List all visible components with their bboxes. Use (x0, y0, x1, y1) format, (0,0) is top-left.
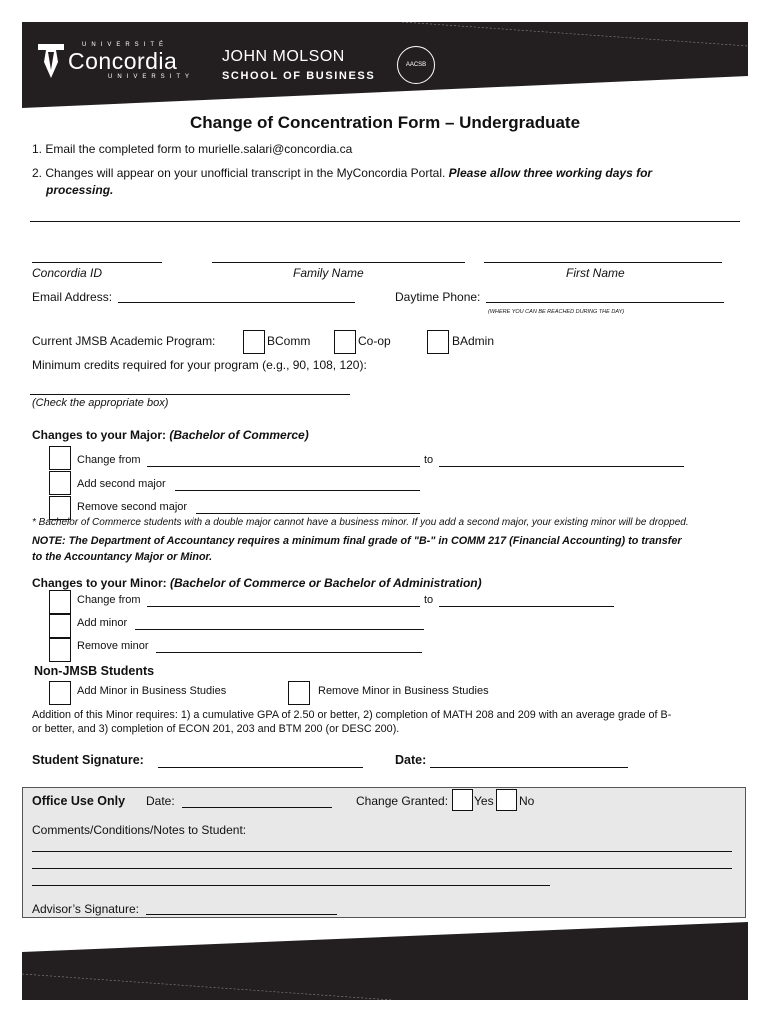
concordia-id-label: Concordia ID (32, 266, 103, 280)
signature-date-label: Date: (395, 753, 427, 767)
accountancy-note-a: NOTE: The Department of Accountancy requires a minimum final grade of "B-" in COMM 217 (Financial Accounting) to transfer (32, 535, 682, 547)
office-use-heading: Office Use Only (32, 794, 126, 808)
non-jmsb-heading: Non-JMSB Students (34, 664, 155, 678)
comments-line-1[interactable] (32, 851, 732, 852)
instruction-step-1: 1. Email the completed form to murielle.salari@concordia.ca (32, 142, 353, 156)
student-signature-line[interactable] (158, 767, 363, 768)
major-change-from-line[interactable] (147, 466, 420, 467)
logo-concordia: Concordia (68, 48, 178, 74)
remove-business-minor-checkbox[interactable] (288, 681, 310, 705)
bcomm-label: BComm (267, 334, 311, 348)
check-box-note: (Check the appropriate box) (32, 397, 169, 409)
aacsb-text: AACSB (405, 62, 427, 68)
phone-note: (WHERE YOU CAN BE REACHED DURING THE DAY) (488, 309, 625, 315)
email-line[interactable] (118, 302, 355, 303)
major-change-from-label: Change from (77, 454, 141, 466)
email-label: Email Address: (32, 290, 113, 304)
aacsb-seal (397, 46, 435, 84)
phone-line[interactable] (486, 302, 724, 303)
major-to-line[interactable] (439, 466, 684, 467)
add-minor-label: Add minor (77, 617, 128, 629)
major-heading-italic: (Bachelor of Commerce) (169, 428, 309, 442)
major-footnote: * Bachelor of Commerce students with a double major cannot have a business minor. If you add a second major, your existing minor will be dropped. (32, 517, 689, 528)
section-divider (30, 220, 740, 222)
badmin-checkbox[interactable] (427, 330, 449, 354)
remove-minor-checkbox[interactable] (49, 638, 71, 662)
remove-business-minor-label: Remove Minor in Business Studies (318, 685, 489, 697)
first-name-label: First Name (566, 266, 625, 280)
minor-change-from-line[interactable] (147, 606, 420, 607)
change-granted-label: Change Granted: (356, 794, 449, 808)
minor-change-from-label: Change from (77, 594, 141, 606)
add-business-minor-checkbox[interactable] (49, 681, 71, 705)
minor-change-checkbox[interactable] (49, 590, 71, 614)
major-heading (32, 428, 309, 442)
remove-second-major-line[interactable] (196, 513, 420, 514)
min-credits-label: Minimum credits required for your program (e.g., 90, 108, 120): (32, 358, 367, 372)
instruction-step-2 (32, 166, 652, 180)
logo-school-of-business: SCHOOL OF BUSINESS (222, 70, 376, 82)
add-business-minor-label: Add Minor in Business Studies (77, 685, 227, 697)
logo-university: UNIVERSITY (108, 74, 195, 80)
remove-second-major-label: Remove second major (77, 501, 188, 513)
granted-yes-label: Yes (474, 794, 494, 808)
add-minor-checkbox[interactable] (49, 614, 71, 638)
granted-yes-checkbox[interactable] (452, 789, 473, 811)
instruction-step-2-italic: Please allow three working days for (448, 166, 653, 180)
granted-no-checkbox[interactable] (496, 789, 517, 811)
instruction-step-2-text: 2. Changes will appear on your unofficial transcript in the MyConcordia Portal. (32, 166, 446, 180)
add-second-major-label: Add second major (77, 478, 166, 490)
advisor-signature-label: Advisor’s Signature: (32, 902, 139, 916)
credits-line[interactable] (30, 393, 350, 395)
badmin-label: BAdmin (452, 334, 495, 348)
minor-requirement-b: or better, and 3) completion of ECON 201, 203 and BTM 200 (or DESC 200). (32, 723, 400, 735)
add-minor-line[interactable] (135, 629, 424, 630)
advisor-signature-line[interactable] (146, 914, 337, 915)
minor-heading-bold: Changes to your Minor: (32, 576, 167, 590)
granted-no-label: No (519, 794, 535, 808)
major-heading-bold: Changes to your Major: (32, 428, 167, 442)
first-name-line[interactable] (484, 262, 722, 263)
signature-date-line[interactable] (430, 767, 628, 768)
coop-checkbox[interactable] (334, 330, 356, 354)
logo-universite: UNIVERSITÉ (82, 42, 169, 48)
minor-requirement-a: Addition of this Minor requires: 1) a cumulative GPA of 2.50 or better, 2) completion of MATH 208 and 209 with an average grade of B- (32, 709, 672, 721)
minor-heading-italic: (Bachelor of Commerce or Bachelor of Administration) (170, 576, 482, 590)
add-second-major-checkbox[interactable] (49, 471, 71, 495)
concordia-id-line[interactable] (32, 262, 162, 263)
coop-label: Co-op (358, 334, 391, 348)
page-title: Change of Concentration Form – Undergraduate (189, 113, 581, 132)
footer-banner (22, 922, 748, 1000)
comments-line-3[interactable] (32, 885, 550, 886)
current-program-label: Current JMSB Academic Program: (32, 334, 216, 348)
accountancy-note-b: to the Accountancy Major or Minor. (32, 551, 213, 563)
add-second-major-line[interactable] (175, 490, 420, 491)
minor-to-label: to (424, 594, 434, 606)
family-name-label: Family Name (293, 266, 364, 280)
major-to-label: to (424, 454, 434, 466)
bcomm-checkbox[interactable] (243, 330, 265, 354)
minor-heading (32, 576, 482, 590)
comments-label: Comments/Conditions/Notes to Student: (32, 823, 247, 837)
student-signature-label: Student Signature: (32, 753, 144, 767)
comments-line-2[interactable] (32, 868, 732, 869)
concordia-shield-icon (36, 42, 66, 80)
logo-john-molson: JOHN MOLSON (222, 48, 345, 65)
office-date-label: Date: (146, 794, 175, 808)
major-change-checkbox[interactable] (49, 446, 71, 470)
minor-to-line[interactable] (439, 606, 614, 607)
phone-label: Daytime Phone: (395, 290, 481, 304)
office-date-line[interactable] (182, 807, 332, 808)
instruction-step-2-italic-cont: processing. (46, 183, 114, 197)
remove-minor-label: Remove minor (77, 640, 149, 652)
remove-minor-line[interactable] (156, 652, 422, 653)
family-name-line[interactable] (212, 262, 465, 263)
